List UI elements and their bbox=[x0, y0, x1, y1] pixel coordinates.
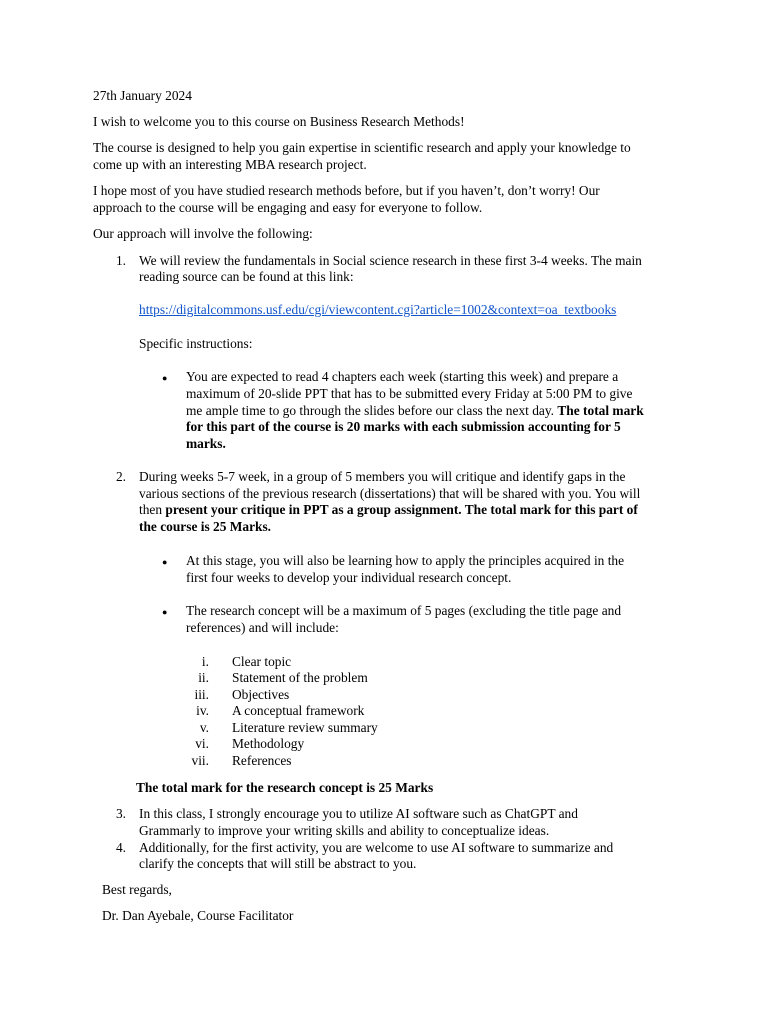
roman-numeral: i. bbox=[201, 654, 209, 669]
list-marker-1: 1. bbox=[115, 253, 126, 268]
item2-line-2: various sections of the previous research (dissertations) that will be shared with you. You will bbox=[139, 486, 641, 501]
item1-bullet-line-4: for this part of the course is 20 marks with each submission accounting for 5 bbox=[186, 419, 621, 434]
reading-source-link[interactable]: https://digitalcommons.usf.edu/cgi/viewcontent.cgi?article=1002&context=oa_textbooks bbox=[139, 302, 617, 317]
roman-numeral: vii. bbox=[191, 753, 209, 768]
list-marker-4: 4. bbox=[115, 840, 126, 855]
concept-item: A conceptual framework bbox=[232, 703, 365, 718]
item1-bullet-line-5: marks. bbox=[186, 436, 226, 451]
item1-bullet-bold-text: The total mark bbox=[557, 403, 644, 418]
item1-bullet-line-3 bbox=[186, 403, 644, 420]
concept-item: Methodology bbox=[232, 736, 305, 751]
item2-plain-text: then bbox=[139, 502, 166, 517]
bullet-point: ● bbox=[162, 373, 168, 383]
specific-instructions-label: Specific instructions: bbox=[139, 336, 253, 351]
concept-item: Objectives bbox=[232, 687, 290, 702]
bullet-point: ● bbox=[162, 557, 168, 567]
concept-item: References bbox=[232, 753, 292, 768]
course-paragraph-line-1: The course is designed to help you gain expertise in scientific research and apply your knowledge to bbox=[93, 140, 631, 155]
bullet-point: ● bbox=[162, 607, 168, 617]
hope-paragraph-line-2: approach to the course will be engaging and easy for everyone to follow. bbox=[93, 200, 483, 215]
concept-item: Literature review summary bbox=[232, 720, 378, 735]
item1-line-2: reading source can be found at this link: bbox=[139, 269, 354, 284]
item2-line-3 bbox=[139, 502, 638, 519]
item3-line-1: In this class, I strongly encourage you to utilize AI software such as ChatGPT and bbox=[139, 806, 578, 821]
concept-item: Statement of the problem bbox=[232, 670, 368, 685]
item1-bullet-line-1: You are expected to read 4 chapters each week (starting this week) and prepare a bbox=[186, 369, 619, 384]
hope-paragraph-line-1: I hope most of you have studied research methods before, but if you haven’t, don’t worry! Our bbox=[93, 183, 600, 198]
item1-bullet-line-2: maximum of 20-slide PPT that has to be submitted every Friday at 5:00 PM to give bbox=[186, 386, 633, 401]
roman-numeral: v. bbox=[199, 720, 209, 735]
item4-line-2: clarify the concepts that will still be abstract to you. bbox=[139, 856, 417, 871]
approach-intro: Our approach will involve the following: bbox=[93, 226, 313, 241]
roman-numeral: iii. bbox=[194, 687, 209, 702]
roman-numeral: iv. bbox=[196, 703, 209, 718]
concept-total-mark: The total mark for the research concept is 25 Marks bbox=[136, 780, 434, 795]
list-marker-2: 2. bbox=[115, 469, 126, 484]
letter-date: 27th January 2024 bbox=[93, 88, 192, 103]
item1-line-1: We will review the fundamentals in Social science research in these first 3-4 weeks. The main bbox=[139, 253, 642, 268]
item2-line-1: During weeks 5-7 week, in a group of 5 members you will critique and identify gaps in the bbox=[139, 469, 626, 484]
item1-bullet-plain-text: me ample time to go through the slides before our class the next day. bbox=[186, 403, 558, 418]
item2-bullet-a-line-1: At this stage, you will also be learning how to apply the principles acquired in the bbox=[186, 553, 625, 568]
list-marker-3: 3. bbox=[115, 806, 126, 821]
item2-line-4: the course is 25 Marks. bbox=[139, 519, 272, 534]
item3-line-2: Grammarly to improve your writing skills and ability to conceptualize ideas. bbox=[139, 823, 550, 838]
roman-numeral: ii. bbox=[198, 670, 209, 685]
closing: Best regards, bbox=[102, 882, 172, 897]
item2-bullet-b-line-2: references) and will include: bbox=[186, 620, 339, 635]
concept-item: Clear topic bbox=[232, 654, 292, 669]
roman-numeral: vi. bbox=[195, 736, 209, 751]
item2-bullet-a-line-2: first four weeks to develop your individual research concept. bbox=[186, 570, 512, 585]
welcome-line: I wish to welcome you to this course on Business Research Methods! bbox=[93, 114, 465, 129]
item2-bullet-b-line-1: The research concept will be a maximum of 5 pages (excluding the title page and bbox=[186, 603, 622, 618]
item4-line-1: Additionally, for the first activity, you are welcome to use AI software to summarize and bbox=[139, 840, 614, 855]
item2-bold-text: present your critique in PPT as a group assignment. The total mark for this part of bbox=[165, 502, 638, 517]
course-paragraph-line-2: come up with an interesting MBA research project. bbox=[93, 157, 367, 172]
signature: Dr. Dan Ayebale, Course Facilitator bbox=[102, 908, 294, 923]
